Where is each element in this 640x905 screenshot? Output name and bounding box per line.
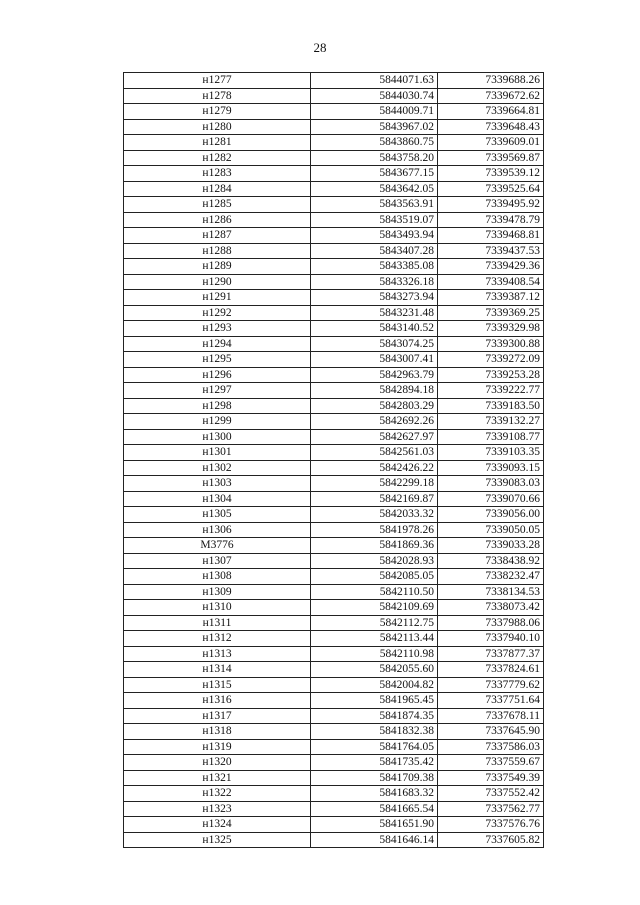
x-coordinate-cell: 5842110.98 xyxy=(311,646,438,662)
y-coordinate-cell: 7339272.09 xyxy=(438,352,544,368)
table-row xyxy=(124,584,544,600)
x-coordinate-cell: 5842963.79 xyxy=(311,367,438,383)
table-row xyxy=(124,553,544,569)
y-coordinate-cell: 7339183.50 xyxy=(438,398,544,414)
table-row xyxy=(124,228,544,244)
point-id-cell: н1295 xyxy=(124,352,311,368)
y-coordinate-cell: 7339329.98 xyxy=(438,321,544,337)
y-coordinate-cell: 7337824.61 xyxy=(438,662,544,678)
table-row xyxy=(124,305,544,321)
point-id-cell: н1308 xyxy=(124,569,311,585)
table-row xyxy=(124,321,544,337)
table-row xyxy=(124,445,544,461)
x-coordinate-cell: 5844009.71 xyxy=(311,104,438,120)
table-row xyxy=(124,243,544,259)
point-id-cell: н1318 xyxy=(124,724,311,740)
x-coordinate-cell: 5843563.91 xyxy=(311,197,438,213)
x-coordinate-cell: 5842894.18 xyxy=(311,383,438,399)
y-coordinate-cell: 7339300.88 xyxy=(438,336,544,352)
point-id-cell: н1302 xyxy=(124,460,311,476)
y-coordinate-cell: 7339253.28 xyxy=(438,367,544,383)
point-id-cell: М3776 xyxy=(124,538,311,554)
y-coordinate-cell: 7339103.35 xyxy=(438,445,544,461)
table-row xyxy=(124,367,544,383)
table-row xyxy=(124,708,544,724)
point-id-cell: н1303 xyxy=(124,476,311,492)
x-coordinate-cell: 5842803.29 xyxy=(311,398,438,414)
x-coordinate-cell: 5842426.22 xyxy=(311,460,438,476)
point-id-cell: н1281 xyxy=(124,135,311,151)
y-coordinate-cell: 7339033.28 xyxy=(438,538,544,554)
x-coordinate-cell: 5843140.52 xyxy=(311,321,438,337)
y-coordinate-cell: 7337678.11 xyxy=(438,708,544,724)
table-row xyxy=(124,135,544,151)
y-coordinate-cell: 7337605.82 xyxy=(438,832,544,848)
x-coordinate-cell: 5844071.63 xyxy=(311,73,438,89)
x-coordinate-cell: 5843231.48 xyxy=(311,305,438,321)
x-coordinate-cell: 5841651.90 xyxy=(311,817,438,833)
y-coordinate-cell: 7339429.36 xyxy=(438,259,544,275)
table-row xyxy=(124,693,544,709)
table-row xyxy=(124,770,544,786)
table-row xyxy=(124,615,544,631)
table-row xyxy=(124,352,544,368)
table-row xyxy=(124,662,544,678)
table-row xyxy=(124,259,544,275)
point-id-cell: н1313 xyxy=(124,646,311,662)
y-coordinate-cell: 7337562.77 xyxy=(438,801,544,817)
y-coordinate-cell: 7337877.37 xyxy=(438,646,544,662)
y-coordinate-cell: 7339222.77 xyxy=(438,383,544,399)
x-coordinate-cell: 5841646.14 xyxy=(311,832,438,848)
x-coordinate-cell: 5843519.07 xyxy=(311,212,438,228)
y-coordinate-cell: 7337988.06 xyxy=(438,615,544,631)
point-id-cell: н1294 xyxy=(124,336,311,352)
point-id-cell: н1285 xyxy=(124,197,311,213)
point-id-cell: н1293 xyxy=(124,321,311,337)
page-number: 28 xyxy=(313,40,327,55)
table-row xyxy=(124,460,544,476)
x-coordinate-cell: 5842692.26 xyxy=(311,414,438,430)
point-id-cell: н1310 xyxy=(124,600,311,616)
y-coordinate-cell: 7339132.27 xyxy=(438,414,544,430)
x-coordinate-cell: 5841965.45 xyxy=(311,693,438,709)
y-coordinate-cell: 7339648.43 xyxy=(438,119,544,135)
x-coordinate-cell: 5842055.60 xyxy=(311,662,438,678)
y-coordinate-cell: 7337576.76 xyxy=(438,817,544,833)
x-coordinate-cell: 5841874.35 xyxy=(311,708,438,724)
x-coordinate-cell: 5844030.74 xyxy=(311,88,438,104)
coordinates-table-body xyxy=(124,73,544,848)
point-id-cell: н1296 xyxy=(124,367,311,383)
point-id-cell: н1304 xyxy=(124,491,311,507)
x-coordinate-cell: 5841683.32 xyxy=(311,786,438,802)
table-row xyxy=(124,104,544,120)
y-coordinate-cell: 7339083.03 xyxy=(438,476,544,492)
point-id-cell: н1314 xyxy=(124,662,311,678)
point-id-cell: н1324 xyxy=(124,817,311,833)
x-coordinate-cell: 5843007.41 xyxy=(311,352,438,368)
x-coordinate-cell: 5842627.97 xyxy=(311,429,438,445)
table-row xyxy=(124,801,544,817)
point-id-cell: н1291 xyxy=(124,290,311,306)
y-coordinate-cell: 7339609.01 xyxy=(438,135,544,151)
x-coordinate-cell: 5842112.75 xyxy=(311,615,438,631)
point-id-cell: н1322 xyxy=(124,786,311,802)
x-coordinate-cell: 5843642.05 xyxy=(311,181,438,197)
y-coordinate-cell: 7338073.42 xyxy=(438,600,544,616)
x-coordinate-cell: 5841665.54 xyxy=(311,801,438,817)
point-id-cell: н1309 xyxy=(124,584,311,600)
point-id-cell: н1297 xyxy=(124,383,311,399)
table-row xyxy=(124,677,544,693)
point-id-cell: н1315 xyxy=(124,677,311,693)
table-row xyxy=(124,739,544,755)
table-row xyxy=(124,817,544,833)
table-row xyxy=(124,522,544,538)
y-coordinate-cell: 7337549.39 xyxy=(438,770,544,786)
x-coordinate-cell: 5843677.15 xyxy=(311,166,438,182)
y-coordinate-cell: 7337586.03 xyxy=(438,739,544,755)
y-coordinate-cell: 7338134.53 xyxy=(438,584,544,600)
table-row xyxy=(124,507,544,523)
x-coordinate-cell: 5843493.94 xyxy=(311,228,438,244)
y-coordinate-cell: 7337751.64 xyxy=(438,693,544,709)
y-coordinate-cell: 7337940.10 xyxy=(438,631,544,647)
y-coordinate-cell: 7337779.62 xyxy=(438,677,544,693)
point-id-cell: н1311 xyxy=(124,615,311,631)
point-id-cell: н1292 xyxy=(124,305,311,321)
point-id-cell: н1301 xyxy=(124,445,311,461)
point-id-cell: н1323 xyxy=(124,801,311,817)
point-id-cell: н1305 xyxy=(124,507,311,523)
x-coordinate-cell: 5843860.75 xyxy=(311,135,438,151)
x-coordinate-cell: 5841832.38 xyxy=(311,724,438,740)
y-coordinate-cell: 7339468.81 xyxy=(438,228,544,244)
point-id-cell: н1317 xyxy=(124,708,311,724)
x-coordinate-cell: 5842085.05 xyxy=(311,569,438,585)
point-id-cell: н1289 xyxy=(124,259,311,275)
x-coordinate-cell: 5842113.44 xyxy=(311,631,438,647)
point-id-cell: н1321 xyxy=(124,770,311,786)
x-coordinate-cell: 5842561.03 xyxy=(311,445,438,461)
point-id-cell: н1319 xyxy=(124,739,311,755)
table-row xyxy=(124,150,544,166)
y-coordinate-cell: 7339664.81 xyxy=(438,104,544,120)
x-coordinate-cell: 5841735.42 xyxy=(311,755,438,771)
y-coordinate-cell: 7339495.92 xyxy=(438,197,544,213)
table-row xyxy=(124,755,544,771)
table-row xyxy=(124,181,544,197)
table-row xyxy=(124,414,544,430)
x-coordinate-cell: 5842004.82 xyxy=(311,677,438,693)
y-coordinate-cell: 7339387.12 xyxy=(438,290,544,306)
x-coordinate-cell: 5842028.93 xyxy=(311,553,438,569)
table-row xyxy=(124,274,544,290)
table-row xyxy=(124,631,544,647)
x-coordinate-cell: 5843407.28 xyxy=(311,243,438,259)
table-row xyxy=(124,73,544,89)
y-coordinate-cell: 7339437.53 xyxy=(438,243,544,259)
point-id-cell: н1284 xyxy=(124,181,311,197)
coordinates-table xyxy=(123,72,544,848)
point-id-cell: н1316 xyxy=(124,693,311,709)
y-coordinate-cell: 7339688.26 xyxy=(438,73,544,89)
y-coordinate-cell: 7339056.00 xyxy=(438,507,544,523)
point-id-cell: н1306 xyxy=(124,522,311,538)
y-coordinate-cell: 7339050.05 xyxy=(438,522,544,538)
point-id-cell: н1286 xyxy=(124,212,311,228)
y-coordinate-cell: 7339525.64 xyxy=(438,181,544,197)
x-coordinate-cell: 5842299.18 xyxy=(311,476,438,492)
x-coordinate-cell: 5842033.32 xyxy=(311,507,438,523)
table-row xyxy=(124,786,544,802)
point-id-cell: н1279 xyxy=(124,104,311,120)
point-id-cell: н1280 xyxy=(124,119,311,135)
y-coordinate-cell: 7339369.25 xyxy=(438,305,544,321)
point-id-cell: н1325 xyxy=(124,832,311,848)
table-row xyxy=(124,197,544,213)
x-coordinate-cell: 5842169.87 xyxy=(311,491,438,507)
x-coordinate-cell: 5843385.08 xyxy=(311,259,438,275)
point-id-cell: н1288 xyxy=(124,243,311,259)
x-coordinate-cell: 5841709.38 xyxy=(311,770,438,786)
x-coordinate-cell: 5843758.20 xyxy=(311,150,438,166)
table-row xyxy=(124,476,544,492)
y-coordinate-cell: 7339093.15 xyxy=(438,460,544,476)
y-coordinate-cell: 7338232.47 xyxy=(438,569,544,585)
y-coordinate-cell: 7339478.79 xyxy=(438,212,544,228)
x-coordinate-cell: 5843074.25 xyxy=(311,336,438,352)
y-coordinate-cell: 7339070.66 xyxy=(438,491,544,507)
table-row xyxy=(124,569,544,585)
x-coordinate-cell: 5841978.26 xyxy=(311,522,438,538)
table-row xyxy=(124,646,544,662)
point-id-cell: н1307 xyxy=(124,553,311,569)
point-id-cell: н1287 xyxy=(124,228,311,244)
y-coordinate-cell: 7339108.77 xyxy=(438,429,544,445)
y-coordinate-cell: 7339539.12 xyxy=(438,166,544,182)
table-row xyxy=(124,166,544,182)
point-id-cell: н1298 xyxy=(124,398,311,414)
table-row xyxy=(124,429,544,445)
point-id-cell: н1320 xyxy=(124,755,311,771)
table-row xyxy=(124,832,544,848)
table-row xyxy=(124,383,544,399)
point-id-cell: н1300 xyxy=(124,429,311,445)
y-coordinate-cell: 7337552.42 xyxy=(438,786,544,802)
x-coordinate-cell: 5842109.69 xyxy=(311,600,438,616)
table-row xyxy=(124,491,544,507)
y-coordinate-cell: 7337559.67 xyxy=(438,755,544,771)
x-coordinate-cell: 5841869.36 xyxy=(311,538,438,554)
y-coordinate-cell: 7339408.54 xyxy=(438,274,544,290)
table-row xyxy=(124,290,544,306)
table-row xyxy=(124,724,544,740)
table-row xyxy=(124,600,544,616)
x-coordinate-cell: 5842110.50 xyxy=(311,584,438,600)
table-row xyxy=(124,538,544,554)
y-coordinate-cell: 7337645.90 xyxy=(438,724,544,740)
point-id-cell: н1277 xyxy=(124,73,311,89)
x-coordinate-cell: 5843967.02 xyxy=(311,119,438,135)
point-id-cell: н1282 xyxy=(124,150,311,166)
point-id-cell: н1290 xyxy=(124,274,311,290)
table-row xyxy=(124,119,544,135)
point-id-cell: н1278 xyxy=(124,88,311,104)
table-row xyxy=(124,212,544,228)
y-coordinate-cell: 7338438.92 xyxy=(438,553,544,569)
point-id-cell: н1283 xyxy=(124,166,311,182)
point-id-cell: н1312 xyxy=(124,631,311,647)
x-coordinate-cell: 5843273.94 xyxy=(311,290,438,306)
y-coordinate-cell: 7339569.87 xyxy=(438,150,544,166)
x-coordinate-cell: 5843326.18 xyxy=(311,274,438,290)
x-coordinate-cell: 5841764.05 xyxy=(311,739,438,755)
table-row xyxy=(124,88,544,104)
y-coordinate-cell: 7339672.62 xyxy=(438,88,544,104)
point-id-cell: н1299 xyxy=(124,414,311,430)
table-row xyxy=(124,336,544,352)
table-row xyxy=(124,398,544,414)
